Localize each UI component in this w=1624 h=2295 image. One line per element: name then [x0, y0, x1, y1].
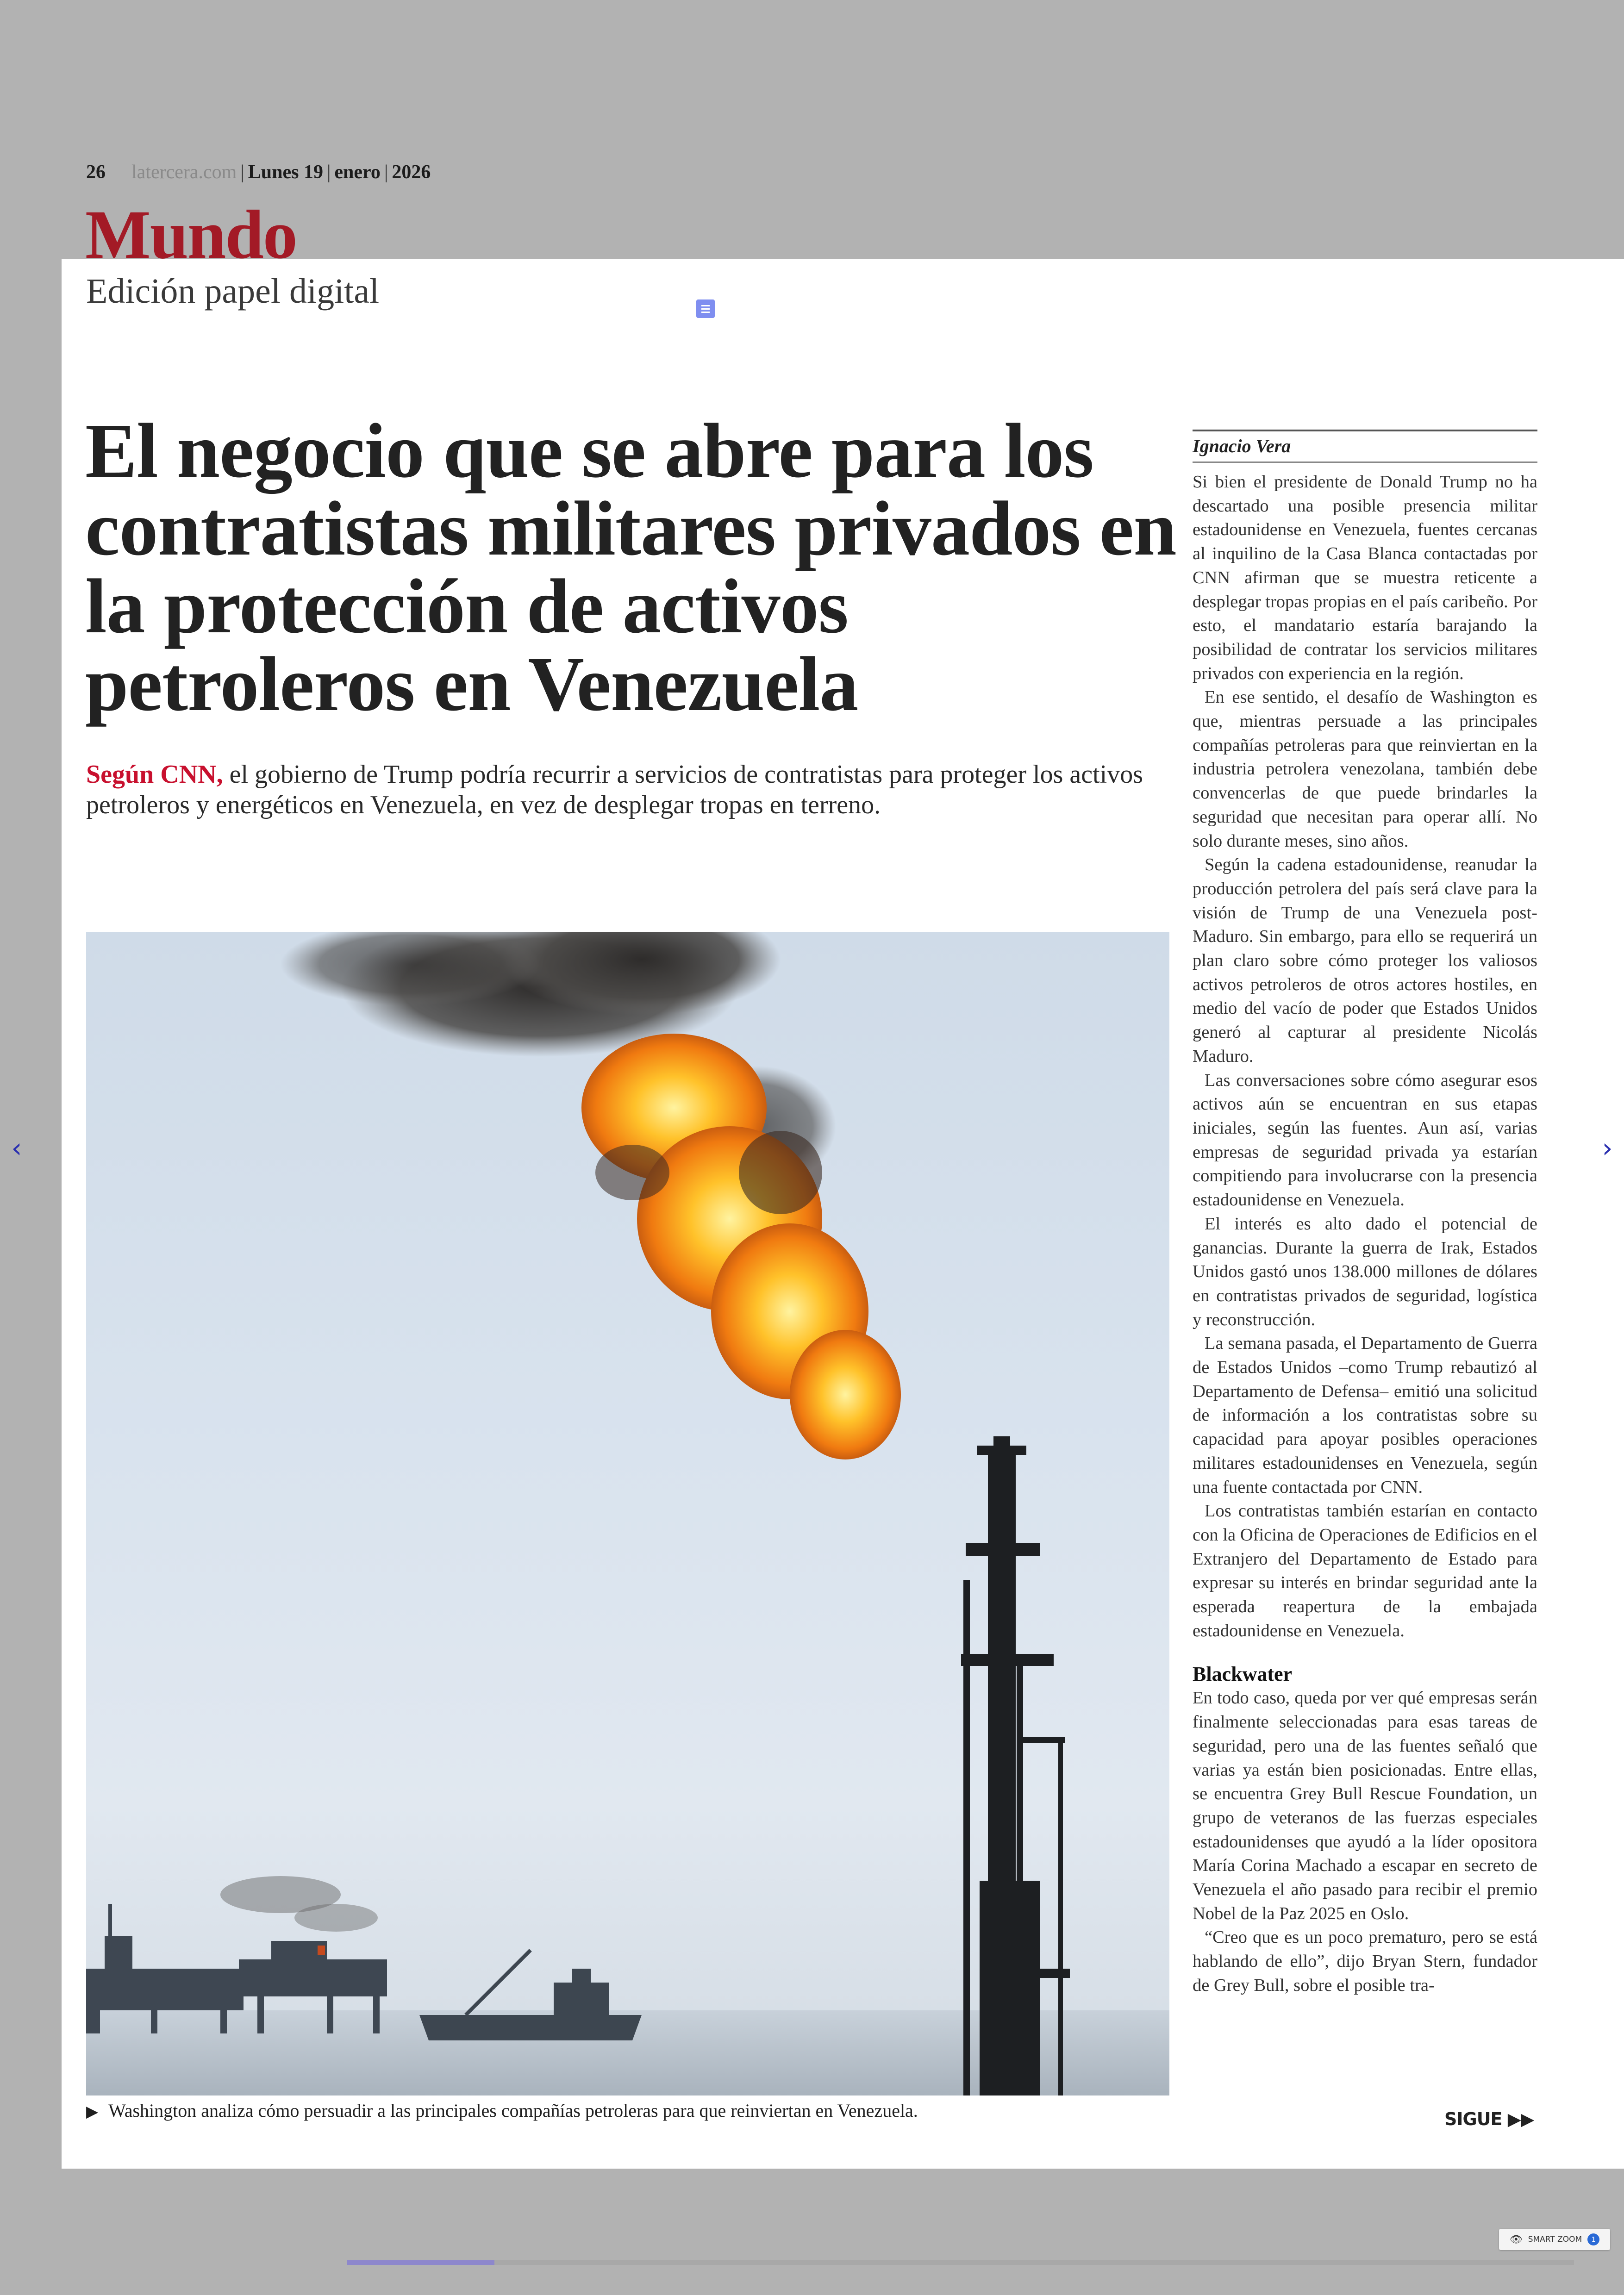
paragraph: El interés es alto dado el potencial de ganancias. Durante la guerra de Irak, Estados Unidos gastó unos 138.000 millones de dólares en contratistas privados de seguridad, logística y reconstrucción. [1193, 1214, 1537, 1329]
section-title: Mundo [85, 196, 297, 273]
chevron-left-icon[interactable]: ‹ [11, 1132, 22, 1164]
reading-progress-bar[interactable] [347, 2260, 1574, 2265]
notes-icon[interactable] [696, 299, 715, 318]
caption-triangle-icon: ▶ [86, 2103, 99, 2120]
paragraph: “Creo que es un poco prematuro, pero se está hablando de ello”, dijo Bryan Stern, fundador de Grey Bull, sobre el posible tra- [1193, 1927, 1537, 1995]
article-body [1193, 470, 1537, 1998]
smart-zoom-button[interactable] [1499, 2229, 1610, 2250]
chevron-right-icon[interactable]: › [1602, 1132, 1613, 1164]
issue-month: enero [334, 162, 381, 183]
headline: El negocio que se abre para los contratistas militares privados en la protección de activos petroleros en Venezuela [85, 408, 1176, 727]
paragraph: Si bien el presidente de Donald Trump no ha descartado una posible presencia militar estadounidense en Venezuela, fuentes cercanas al inquilino de la Casa Blanca contactadas por CNN afirman que se muestra reticente a desplegar tropas propias en el país caribeño. Por esto, el mandatario estaría barajando la posibilidad de contratar los servicios militares privados con experiencia en la región. [1193, 472, 1537, 683]
continue-label: SIGUE ▶▶ [1444, 2109, 1534, 2129]
supply-ship [419, 1950, 642, 2040]
reading-progress-fill [347, 2260, 494, 2265]
issue-weekday: Lunes 19 [248, 162, 323, 183]
flare-flame [581, 1034, 901, 1459]
paragraph: Según la cadena estadounidense, reanudar la producción petrolera del país será clave para la visión de Trump de una Venezuela post-Maduro. Sin embargo, para ello se requerirá un plan claro sobre cómo proteger los valiosos activos petroleros de otros actores hostiles, en medio del vacío de poder que Estados Unidos generó al capturar al presidente Nicolás Maduro. [1193, 855, 1537, 1066]
flare-stack [961, 1436, 1070, 2095]
smart-zoom-label: SMART ZOOM [1528, 2235, 1582, 2244]
edition-label: Edición papel digital [86, 272, 380, 311]
deck [86, 759, 1179, 820]
deck-text: el gobierno de Trump podría recurrir a servicios de contratistas para proteger los activos petroleros y energéticos en Venezuela, en vez de desplegar tropas en terreno. [86, 760, 1143, 819]
eye-icon: 👁 [1509, 2233, 1523, 2245]
page-folio: 26 latercera.com | Lunes 19 | enero | 2026 [86, 162, 431, 183]
deck-source: Según CNN, [86, 760, 223, 789]
paragraph: Los contratistas también estarían en contacto con la Oficina de Operaciones de Edificios en el Extranjero del Departamento de Estado para expresar su interés en brindar seguridad ante la esperada reapertura de la embajada estadounidense en Venezuela. [1193, 1501, 1537, 1640]
page-number: 26 [86, 162, 106, 183]
paragraph: Las conversaciones sobre cómo asegurar esos activos aún se encuentran en sus etapas iniciales, según las fuentes. Aun así, varias empresas de seguridad privada ya estarían compitiendo para involucrarse con la presencia estadounidense en Venezuela. [1193, 1070, 1537, 1210]
paragraph: En todo caso, queda por ver qué empresas serán finalmente seleccionadas para esas tareas de seguridad, pero una de las fuentes señaló que varias ya están bien posicionadas. Entre ellas, se encuentra Grey Bull Rescue Foundation, un grupo de veteranos de las fuerzas especiales estadounidenses que ayudó a la líder opositora María Corina Machado a escapar en secreto de Venezuela el año pasado para recibir el premio Nobel de la Paz 2025 en Oslo. [1193, 1688, 1537, 1923]
paragraph: La semana pasada, el Departamento de Guerra de Estados Unidos –como Trump rebautizó al Departamento de Defensa– emitió una solicitud de información a los contratistas sobre su capacidad para apoyar posibles operaciones militares estadounidenses en Venezuela, según una fuente contactada por CNN. [1193, 1334, 1537, 1497]
paragraph: En ese sentido, el desafío de Washington es que, mientras persuade a las principales compañías petroleras para que reinviertan en la industria petrolera venezolana, también debe convencerlas de que puede brindarles la seguridad que necesitan para operar allí. No solo durante meses, sino años. [1193, 687, 1537, 851]
issue-year: 2026 [392, 162, 431, 183]
byline: Ignacio Vera [1193, 430, 1537, 463]
subheading: Blackwater [1193, 1663, 1293, 1686]
smart-zoom-badge: 1 [1587, 2233, 1599, 2245]
site-name: latercera.com [131, 162, 237, 183]
photo-caption: ▶ Washington analiza cómo persuadir a las principales compañías petroleras para que reinviertan en Venezuela. [86, 2100, 918, 2121]
article-photo [86, 932, 1169, 2095]
